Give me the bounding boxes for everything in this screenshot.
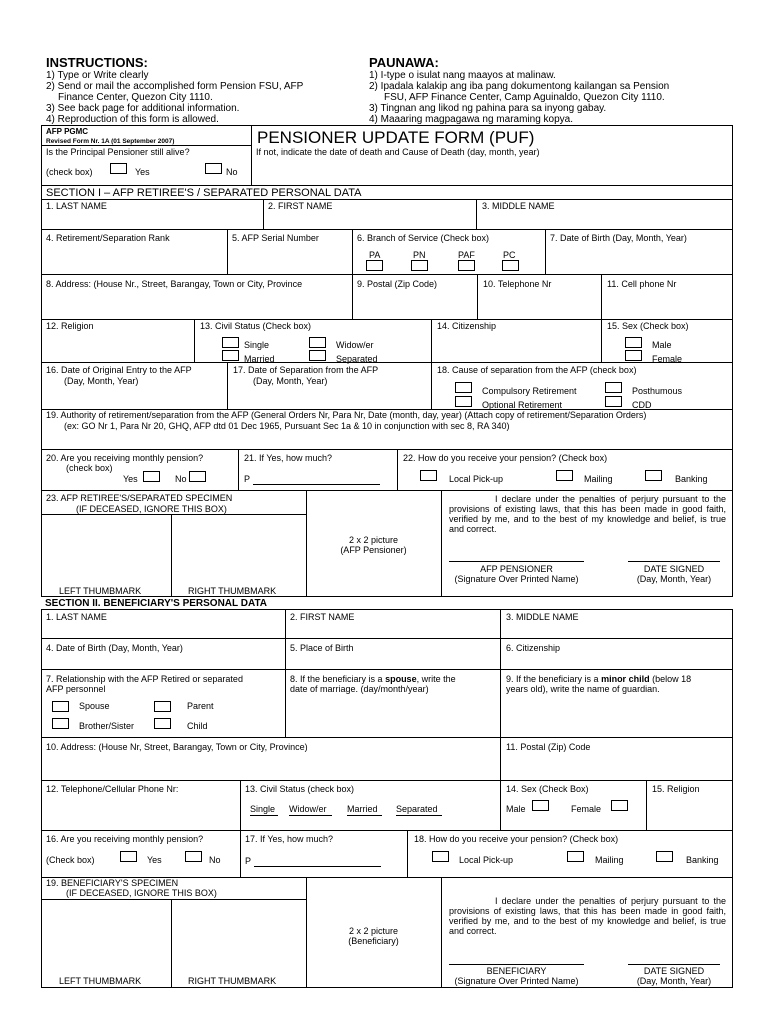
civil-status-label: 13. Civil Status (Check box) <box>200 321 312 331</box>
mailing-label: Mailing <box>584 474 613 484</box>
ben-date-format-label: (Day, Month, Year) <box>636 976 712 986</box>
pickup-label: Local Pick-up <box>449 474 504 484</box>
spouse-question-2: date of marriage. (day/month/year) <box>290 684 429 694</box>
section-one-title: SECTION I – AFP RETIREE'S / SEPARATED PERSONAL DATA <box>46 187 362 199</box>
receiving-no-label: No <box>175 474 187 484</box>
ben-signer-label: BENEFICIARY <box>486 966 547 976</box>
minor-question: 9. If the beneficiary is a minor child (below 18 <box>506 674 692 684</box>
ben-dob-label: 4. Date of Birth (Day, Month, Year) <box>46 643 183 653</box>
married-label: Married <box>244 354 275 364</box>
ben-married-line[interactable] <box>347 815 382 816</box>
pensioner-signature-field[interactable] <box>449 546 584 560</box>
relation-sibling-checkbox[interactable] <box>52 718 69 729</box>
banking-checkbox[interactable] <box>645 470 662 481</box>
minor-question-2: years old), write the name of guardian. <box>506 684 660 694</box>
child-label: Child <box>187 721 208 731</box>
cause-cdd-checkbox[interactable] <box>605 396 622 407</box>
sibling-label: Brother/Sister <box>79 721 135 731</box>
paunawa-item: FSU, AFP Finance Center, Camp Aguinaldo, Quezon City 1110. <box>384 92 665 103</box>
ben-receiving-yes-checkbox[interactable] <box>120 851 137 862</box>
cause-label: 18. Cause of separation from the AFP (check box) <box>437 365 637 375</box>
spouse-label: Spouse <box>79 701 110 711</box>
civil-single-checkbox[interactable] <box>222 337 239 348</box>
paunawa-item: 3) Tingnan ang likod ng pahina para sa inyong gabay. <box>369 103 607 114</box>
last-name-label: 1. LAST NAME <box>46 201 107 211</box>
branch-pc-label: PC <box>503 250 516 260</box>
ben-receiving-label: 16. Are you receiving monthly pension? <box>46 834 204 844</box>
ben-picture-label: 2 x 2 picture <box>348 926 399 936</box>
branch-pn-checkbox[interactable] <box>411 260 428 271</box>
dob-label: 7. Date of Birth (Day, Month, Year) <box>550 233 687 243</box>
serial-label: 5. AFP Serial Number <box>232 233 319 243</box>
ben-last-name-label: 1. LAST NAME <box>46 612 107 622</box>
civil-separated-checkbox[interactable] <box>309 350 326 361</box>
instruction-item: 1) Type or Write clearly <box>46 70 149 81</box>
ben-declaration-text: I declare under the penalties of perjury pursuant to the provisions of existing laws, that this has been made in good faith, verified by me, and to the best of my knowledge and belief, is true and correct. <box>449 896 726 936</box>
pensioner-date-signed-field[interactable] <box>628 546 720 560</box>
paunawa-item: 4) Maaaring magpagawa ng maraming kopya. <box>369 114 573 125</box>
alive-question: Is the Principal Pensioner still alive? <box>46 147 190 157</box>
picture-note: (AFP Pensioner) <box>340 545 407 555</box>
relation-parent-checkbox[interactable] <box>154 701 171 712</box>
compulsory-label: Compulsory Retirement <box>482 386 577 396</box>
separation-date-label: 17. Date of Separation from the AFP <box>233 365 379 375</box>
peso-sign: P <box>244 474 251 484</box>
form-title: PENSIONER UPDATE FORM (PUF) <box>257 128 535 147</box>
ben-receiving-no-checkbox[interactable] <box>185 851 202 862</box>
instruction-item: 2) Send or mail the accomplished form Pension FSU, AFP <box>46 81 304 92</box>
ben-civil-label: 13. Civil Status (check box) <box>245 784 355 794</box>
rank-label: 4. Retirement/Separation Rank <box>46 233 170 243</box>
middle-name-input[interactable] <box>482 212 728 227</box>
parent-label: Parent <box>187 701 214 711</box>
cause-compulsory-checkbox[interactable] <box>455 382 472 393</box>
cell-label: 11. Cell phone Nr <box>607 279 677 289</box>
ben-first-name-label: 2. FIRST NAME <box>290 612 355 622</box>
authority-input[interactable] <box>46 432 728 446</box>
address-label: 8. Address: (House Nr., Street, Barangay, Town or City, Province <box>46 279 303 289</box>
ben-married-label: Married <box>347 804 378 814</box>
optional-label: Optional Retirement <box>482 400 563 410</box>
ben-pickup-label: Local Pick-up <box>459 855 514 865</box>
ben-specimen-label: 19. BENEFICIARY'S SPECIMEN <box>46 878 179 888</box>
relation-spouse-checkbox[interactable] <box>52 701 69 712</box>
ben-first-name-input[interactable] <box>290 623 495 636</box>
paunawa-item: 1) I-type o isulat nang maayos at malinaw. <box>369 70 556 81</box>
banking-label: Banking <box>675 474 708 484</box>
ben-widow-label: Widow/er <box>289 804 327 814</box>
branch-paf-label: PAF <box>458 250 475 260</box>
how-much-label: 21. If Yes, how much? <box>244 453 333 463</box>
cause-optional-checkbox[interactable] <box>455 396 472 407</box>
instruction-item: 3) See back page for additional information. <box>46 103 240 114</box>
cdd-label: CDD <box>632 400 652 410</box>
postal-label: 9. Postal (Zip Code) <box>357 279 438 289</box>
branch-paf-checkbox[interactable] <box>458 260 475 271</box>
check-box-label: (check box) <box>46 167 93 177</box>
separated-label: Separated <box>336 354 378 364</box>
instructions-title: INSTRUCTIONS: <box>46 55 148 70</box>
alive-yes-checkbox[interactable] <box>110 163 127 174</box>
spouse-question: 8. If the beneficiary is a spouse, write the <box>290 674 456 684</box>
branch-label: 6. Branch of Service (Check box) <box>357 233 490 243</box>
ben-female-checkbox[interactable] <box>611 800 628 811</box>
entry-date-format: (Day, Month, Year) <box>64 376 139 386</box>
ben-middle-name-label: 3. MIDDLE NAME <box>506 612 579 622</box>
authority-label: 19. Authority of retirement/separation from the AFP (General Orders Nr, Para Nr, Date (month, day, year) (Attach copy of retirement/Separation Orders) <box>46 410 647 420</box>
left-thumbmark-box[interactable] <box>42 515 170 585</box>
telephone-label: 10. Telephone Nr <box>483 279 552 289</box>
signature-label: (Signature Over Printed Name) <box>454 574 579 584</box>
posthumous-label: Posthumous <box>632 386 683 396</box>
receiving-yes-checkbox[interactable] <box>143 471 160 482</box>
date-format-label: (Day, Month, Year) <box>636 574 712 584</box>
first-name-input[interactable] <box>268 212 472 227</box>
section-two-title: SECTION II. BENEFICIARY'S PERSONAL DATA <box>45 598 268 609</box>
declaration-text: I declare under the penalties of perjury pursuant to the provisions of existing laws, that this has been made in good faith, verified by me, and to the best of my knowledge and belief, is true and correct. <box>449 494 726 534</box>
ben-single-line[interactable] <box>250 815 278 816</box>
receiving-no-checkbox[interactable] <box>189 471 206 482</box>
ben-mailing-checkbox[interactable] <box>567 851 584 862</box>
ben-no-label: No <box>209 855 221 865</box>
left-thumbmark-label: LEFT THUMBMARK <box>59 586 142 596</box>
ben-peso-sign: P <box>245 856 252 866</box>
how-receive-label: 22. How do you receive your pension? (Check box) <box>403 453 608 463</box>
ben-left-thumbmark-box[interactable] <box>42 900 170 974</box>
sex-female-checkbox[interactable] <box>625 350 642 361</box>
ben-address-label: 10. Address: (House Nr, Street, Barangay, Town or City, Province) <box>46 742 308 752</box>
relationship-label-2: AFP personnel <box>46 684 106 694</box>
signer-label: AFP PENSIONER <box>480 564 553 574</box>
specimen-note: (IF DECEASED, IGNORE THIS BOX) <box>76 504 227 514</box>
org-label: AFP PGMC <box>46 127 89 136</box>
branch-pa-checkbox[interactable] <box>366 260 383 271</box>
ben-banking-checkbox[interactable] <box>656 851 673 862</box>
instruction-item: Finance Center, Quezon City 1110. <box>58 92 213 103</box>
pickup-checkbox[interactable] <box>420 470 437 481</box>
yes-label: Yes <box>135 167 150 177</box>
sex-label: 15. Sex (Check box) <box>607 321 689 331</box>
ben-amount-input[interactable] <box>254 852 381 866</box>
cause-posthumous-checkbox[interactable] <box>605 382 622 393</box>
ben-postal-label: 11. Postal (Zip) Code <box>506 742 591 752</box>
last-name-input[interactable] <box>46 212 258 227</box>
ben-right-thumbmark-label: RIGHT THUMBMARK <box>188 976 277 986</box>
widow-label: Widow/er <box>336 340 374 350</box>
relation-child-checkbox[interactable] <box>154 718 171 729</box>
sex-male-checkbox[interactable] <box>625 337 642 348</box>
ben-male-checkbox[interactable] <box>532 800 549 811</box>
ben-sex-label: 14. Sex (Check Box) <box>506 784 589 794</box>
ben-religion-label: 15. Religion <box>652 784 700 794</box>
ben-right-thumbmark-box[interactable] <box>172 900 305 974</box>
ben-check-box-label: (Check box) <box>46 855 95 865</box>
ben-separated-label: Separated <box>396 804 438 814</box>
mailing-checkbox[interactable] <box>556 470 573 481</box>
authority-example: (ex: GO Nr 1, Para Nr 20, GHQ, AFP dtd 01 Dec 1965, Pursuant Sec 1a & 10 in conjunction with sec 8, RA 340) <box>64 421 510 431</box>
branch-pn-label: PN <box>413 250 426 260</box>
no-label: No <box>226 167 238 177</box>
ben-signature-label: (Signature Over Printed Name) <box>454 976 579 986</box>
separation-date-format: (Day, Month, Year) <box>253 376 328 386</box>
receiving-yes-label: Yes <box>123 474 138 484</box>
ben-specimen-note: (IF DECEASED, IGNORE THIS BOX) <box>66 888 217 898</box>
relationship-label: 7. Relationship with the AFP Retired or separated <box>46 674 243 684</box>
male-label: Male <box>652 340 672 350</box>
ben-signature-field[interactable] <box>449 949 584 963</box>
ben-male-label: Male <box>506 804 526 814</box>
right-thumbmark-box[interactable] <box>172 515 305 585</box>
ben-how-receive-label: 18. How do you receive your pension? (Check box) <box>414 834 619 844</box>
ben-pob-label: 5. Place of Birth <box>290 643 354 653</box>
ben-date-signed-field[interactable] <box>628 949 720 963</box>
specimen-label: 23. AFP RETIREE'S/SEPARATED SPECIMEN <box>46 493 233 503</box>
right-thumbmark-label: RIGHT THUMBMARK <box>188 586 277 596</box>
instruction-item: 4) Reproduction of this form is allowed. <box>46 114 219 125</box>
religion-label: 12. Religion <box>46 321 94 331</box>
ben-middle-name-input[interactable] <box>506 623 728 636</box>
female-label: Female <box>652 354 683 364</box>
ben-pickup-checkbox[interactable] <box>432 851 449 862</box>
picture-label: 2 x 2 picture <box>348 535 399 545</box>
ben-banking-label: Banking <box>686 855 719 865</box>
ben-how-much-label: 17. If Yes, how much? <box>245 834 334 844</box>
branch-pc-checkbox[interactable] <box>502 260 519 271</box>
middle-name-label: 3. MIDDLE NAME <box>482 201 555 211</box>
entry-date-label: 16. Date of Original Entry to the AFP <box>46 365 192 375</box>
receiving-pension-label: 20. Are you receiving monthly pension? <box>46 453 204 463</box>
ben-separated-line[interactable] <box>396 815 442 816</box>
ben-left-thumbmark-label: LEFT THUMBMARK <box>59 976 142 986</box>
ben-yes-label: Yes <box>147 855 162 865</box>
death-info-field[interactable] <box>256 158 726 180</box>
first-name-label: 2. FIRST NAME <box>268 201 333 211</box>
citizenship-label: 14. Citizenship <box>437 321 497 331</box>
receiving-check-label: (check box) <box>66 463 113 473</box>
ben-female-label: Female <box>571 804 602 814</box>
ben-picture-note: (Beneficiary) <box>348 936 399 946</box>
ben-last-name-input[interactable] <box>46 623 280 636</box>
death-question: If not, indicate the date of death and Cause of Death (day, month, year) <box>256 147 540 157</box>
single-label: Single <box>244 340 270 350</box>
branch-pa-label: PA <box>369 250 381 260</box>
amount-input[interactable] <box>253 470 380 484</box>
ben-single-label: Single <box>250 804 276 814</box>
revised-label: Revised Form Nr. 1A (01 September 2007) <box>46 138 175 145</box>
date-signed-label: DATE SIGNED <box>643 564 705 574</box>
paunawa-title: PAUNAWA: <box>369 55 439 70</box>
civil-widow-checkbox[interactable] <box>309 337 326 348</box>
alive-no-checkbox[interactable] <box>205 163 222 174</box>
ben-widow-line[interactable] <box>289 815 332 816</box>
ben-date-signed-label: DATE SIGNED <box>643 966 705 976</box>
ben-phone-label: 12. Telephone/Cellular Phone Nr: <box>46 784 179 794</box>
ben-citizenship-label: 6. Citizenship <box>506 643 561 653</box>
paunawa-item: 2) Ipadala kalakip ang iba pang dokumentong kailangan sa Pension <box>369 81 670 92</box>
civil-married-checkbox[interactable] <box>222 350 239 361</box>
ben-mailing-label: Mailing <box>595 855 624 865</box>
